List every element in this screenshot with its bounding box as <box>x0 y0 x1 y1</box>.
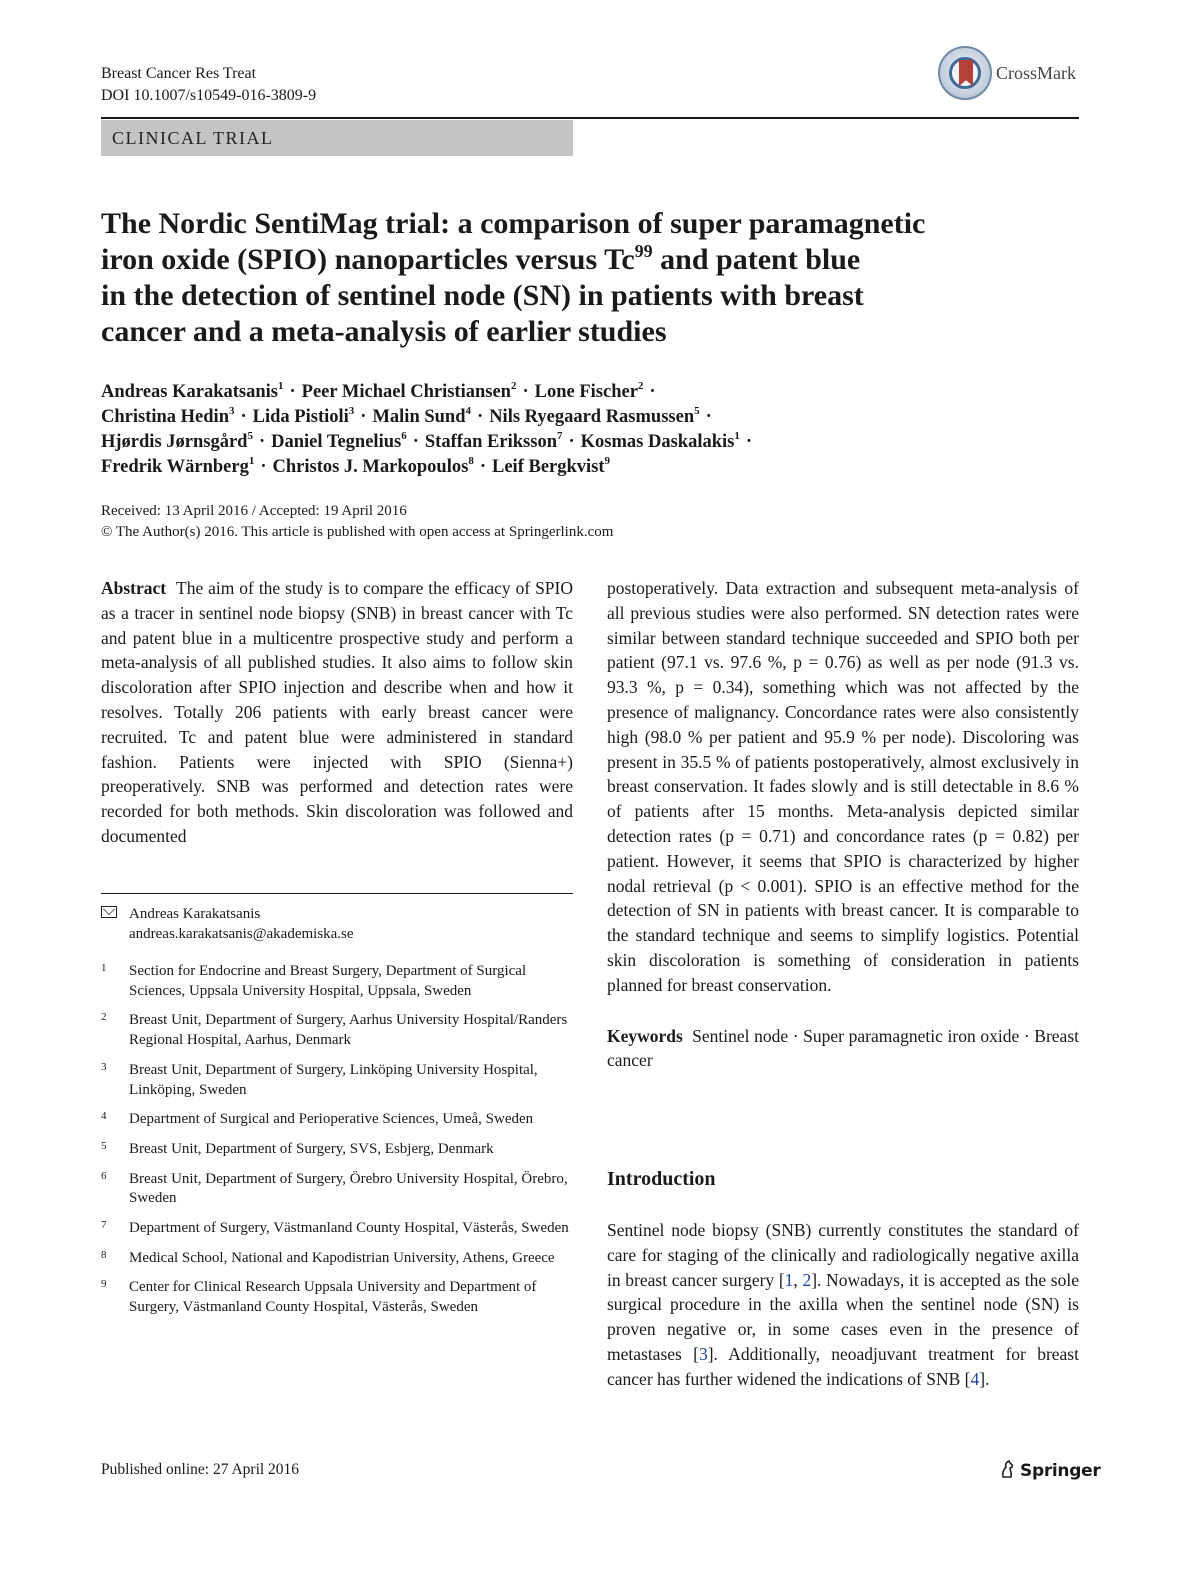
author-affiliation-ref: 7 <box>556 430 563 442</box>
affiliation-number: 7 <box>101 1219 107 1232</box>
author-affiliation-ref: 1 <box>734 430 740 442</box>
author-name[interactable]: Peer Michael Christiansen <box>301 382 511 402</box>
affiliation-number: 3 <box>101 1060 107 1073</box>
affiliation-text: Department of Surgical and Perioperative Sciences, Umeå, Sweden <box>129 1111 534 1128</box>
affiliation-item <box>101 1140 573 1160</box>
title-line: in the detection of sentinel node (SN) in patients with breast <box>101 279 864 312</box>
envelope-icon <box>101 906 117 918</box>
footnote-rule <box>101 893 573 894</box>
author-name[interactable]: Christos J. Markopoulos <box>272 457 469 477</box>
affiliation-number: 6 <box>101 1169 107 1182</box>
author-separator: · <box>289 382 296 402</box>
doi[interactable]: DOI 10.1007/s10549-016-3809-9 <box>101 87 317 104</box>
author-name[interactable]: Daniel Tegnelius <box>271 432 402 452</box>
affiliation-item <box>101 1170 573 1209</box>
abstract-label: Abstract <box>101 578 167 598</box>
affiliation-text: Section for Endocrine and Breast Surgery, Department of Surgical Sciences, Uppsala University Hospital, Uppsala, Sweden <box>129 963 527 999</box>
citation-link[interactable]: 3 <box>698 1343 708 1364</box>
affiliation-item <box>101 962 573 1001</box>
author-list <box>101 380 1081 480</box>
author-affiliation-ref: 8 <box>468 455 474 467</box>
crossmark-icon <box>938 46 992 100</box>
abstract-text: The aim of the study is to compare the efficacy of SPIO as a tracer in sentinel node biopsy (SNB) in breast cancer with Tc and patent blue in a multicentre prospective study and perform a meta-analysis of all published studies. It also aims to follow skin discoloration after SPIO injection and describe when and how it resolves. Totally 206 patients with early breast cancer were recruited. Tc and patent blue were administered in standard fashion. Patients were injected with SPIO (Sienna+) preoperatively. SNB was performed and detection rates were recorded for both methods. Skin discoloration was followed and documented <box>101 578 574 846</box>
affiliation-number: 8 <box>101 1248 107 1261</box>
copyright-notice: © The Author(s) 2016. This article is published with open access at Springerlink.com <box>101 524 614 540</box>
citation-link[interactable]: 1 <box>784 1269 794 1290</box>
publisher-logo <box>997 1459 1100 1481</box>
title-line: The Nordic SentiMag trial: a comparison of super paramagnetic <box>101 207 926 240</box>
journal-header <box>101 63 316 107</box>
affiliation-text: Department of Surgery, Västmanland County Hospital, Västerås, Sweden <box>129 1220 569 1237</box>
author-separator: · <box>568 432 575 452</box>
introduction-heading: Introduction <box>607 1168 716 1190</box>
introduction-text: Sentinel node biopsy (SNB) currently constitutes the standard of care for staging of the clinically and radiologically negative axilla in breast cancer surgery [1, 2]. Nowadays, it is accepted as the sole surgical procedure in the axilla when the sentinel node (SN) is proven negative or, in some cases even in the presence of metastases [3]. Additionally, neoadjuvant treatment for breast cancer has further widened the indications of SNB [4]. <box>607 1220 1079 1389</box>
affiliation-text: Breast Unit, Department of Surgery, Örebro University Hospital, Örebro, Sweden <box>129 1170 568 1207</box>
published-online: Published online: 27 April 2016 <box>101 1461 300 1478</box>
author-name[interactable]: Malin Sund <box>372 407 466 427</box>
author-separator: · <box>477 407 484 427</box>
author-name[interactable]: Staffan Eriksson <box>424 432 557 452</box>
affiliation-number: 4 <box>101 1110 107 1123</box>
abstract-text-continued: postoperatively. Data extraction and subsequent meta-analysis of all previous studies were also performed. SN detection rates were similar between standard technique succeeded and SPIO both per patient (97.1 vs. 97.6 %, p = 0.76) as well as per node (91.3 vs. 93.3 %, p = 0.34), something which was not affected by the presence of malignancy. Concordance rates were also consistently high (98.0 % per patient and 95.9 % per node). Discoloring was present in 35.5 % of patients postoperatively, almost exclusively in breast conservation. It fades slowly and is still detectable in 8.6 % of patients after 15 months. Meta-analysis depicted similar detection rates (p = 0.71) and concordance rates (p = 0.82) per patient. However, it seems that SPIO is characterized by higher nodal retrieval (p < 0.001). SPIO is an effective method for the detection of SN in patients with breast cancer. It is comparable to the standard technique and seems to simplify logistics. Potential skin discoloration is something of consideration in patients planned for breast conservation. <box>607 578 1079 995</box>
affiliation-number: 9 <box>101 1278 107 1291</box>
affiliation-item <box>101 1249 573 1269</box>
author-separator: · <box>258 432 266 452</box>
author-line <box>101 455 1081 480</box>
received-accepted: Received: 13 April 2016 / Accepted: 19 April 2016 <box>101 503 407 519</box>
author-name[interactable]: Andreas Karakatsanis <box>101 382 278 402</box>
affiliation-number: 2 <box>101 1011 107 1024</box>
author-separator: · <box>260 457 267 477</box>
affiliation-text: Medical School, National and Kapodistrian University, Athens, Greece <box>129 1249 555 1266</box>
author-name[interactable]: Christina Hedin <box>101 407 229 427</box>
author-name[interactable]: Kosmas Daskalakis <box>580 432 735 452</box>
title-line: iron oxide (SPIO) nanoparticles versus Tc$^{99}$ and patent blue <box>101 241 861 276</box>
author-affiliation-ref: 1 <box>248 455 255 467</box>
article-title <box>101 206 1061 350</box>
author-affiliation-ref: 3 <box>348 405 355 417</box>
affiliation-item <box>101 1061 573 1100</box>
abstract-left-column <box>101 576 573 849</box>
author-separator: · <box>705 407 712 427</box>
author-affiliation-ref: 2 <box>637 380 644 392</box>
affiliation-text: Breast Unit, Department of Surgery, Linköping University Hospital, Linköping, Sweden <box>129 1061 538 1098</box>
citation-link[interactable]: 4 <box>970 1368 980 1389</box>
section-bar <box>101 120 573 156</box>
author-affiliation-ref: 1 <box>277 380 284 392</box>
author-affiliation-ref: 9 <box>604 455 611 467</box>
author-affiliation-ref: 6 <box>401 430 407 442</box>
author-affiliation-ref: 5 <box>694 405 700 417</box>
affiliation-number: 5 <box>101 1139 107 1152</box>
author-separator: · <box>649 382 656 402</box>
keywords-label: Keywords <box>607 1025 683 1046</box>
corresponding-author: Andreas Karakatsanis <box>129 906 261 922</box>
affiliation-text: Breast Unit, Department of Surgery, SVS, Esbjerg, Denmark <box>129 1140 494 1157</box>
author-name[interactable]: Hjørdis Jørnsgård <box>101 432 248 452</box>
author-name[interactable]: Nils Ryegaard Rasmussen <box>489 407 695 427</box>
journal-name: Breast Cancer Res Treat <box>101 65 257 82</box>
correspondence <box>101 904 573 944</box>
author-line <box>101 405 1081 430</box>
publisher-name: Springer <box>1020 1461 1101 1481</box>
affiliation-item <box>101 1278 573 1317</box>
affiliation-list <box>101 962 573 1328</box>
keywords-text: Sentinel node · Super paramagnetic iron oxide · Breast cancer <box>607 1025 1079 1071</box>
affiliation-item <box>101 1011 573 1050</box>
author-affiliation-ref: 2 <box>510 380 517 392</box>
affiliation-text: Center for Clinical Research Uppsala University and Department of Surgery, Västmanland County Hospital, Västerås, Sweden <box>129 1279 537 1316</box>
crossmark-label: CrossMark <box>996 63 1076 83</box>
author-separator: · <box>479 457 486 477</box>
author-separator: · <box>240 407 247 427</box>
author-name[interactable]: Fredrik Wärnberg <box>101 457 249 477</box>
author-line <box>101 380 1081 405</box>
title-line: cancer and a meta-analysis of earlier studies <box>101 315 667 348</box>
author-separator: · <box>745 432 753 452</box>
author-affiliation-ref: 4 <box>465 405 472 417</box>
citation-link[interactable]: 2 <box>802 1269 812 1290</box>
corresponding-email[interactable]: andreas.karakatsanis@akademiska.se <box>129 926 354 942</box>
author-separator: · <box>360 407 367 427</box>
author-separator: · <box>522 382 529 402</box>
affiliation-number: 1 <box>101 962 107 974</box>
springer-horse-icon <box>997 1459 1017 1479</box>
crossmark-badge[interactable] <box>938 46 1088 104</box>
article-dates <box>101 501 613 543</box>
header-rule <box>101 117 1079 119</box>
abstract-right-column <box>607 576 1079 1073</box>
section-label: CLINICAL TRIAL <box>112 128 274 148</box>
author-name[interactable]: Leif Bergkvist <box>492 457 605 477</box>
author-affiliation-ref: 3 <box>228 405 235 417</box>
author-line <box>101 430 1081 455</box>
author-name[interactable]: Lone Fischer <box>534 382 638 402</box>
author-name[interactable]: Lida Pistioli <box>252 407 349 427</box>
author-separator: · <box>412 432 419 452</box>
affiliation-item <box>101 1219 573 1239</box>
affiliation-item <box>101 1110 573 1130</box>
author-affiliation-ref: 5 <box>247 430 253 442</box>
affiliation-text: Breast Unit, Department of Surgery, Aarhus University Hospital/Randers Regional Hospital, Aarhus, Denmark <box>129 1012 568 1049</box>
